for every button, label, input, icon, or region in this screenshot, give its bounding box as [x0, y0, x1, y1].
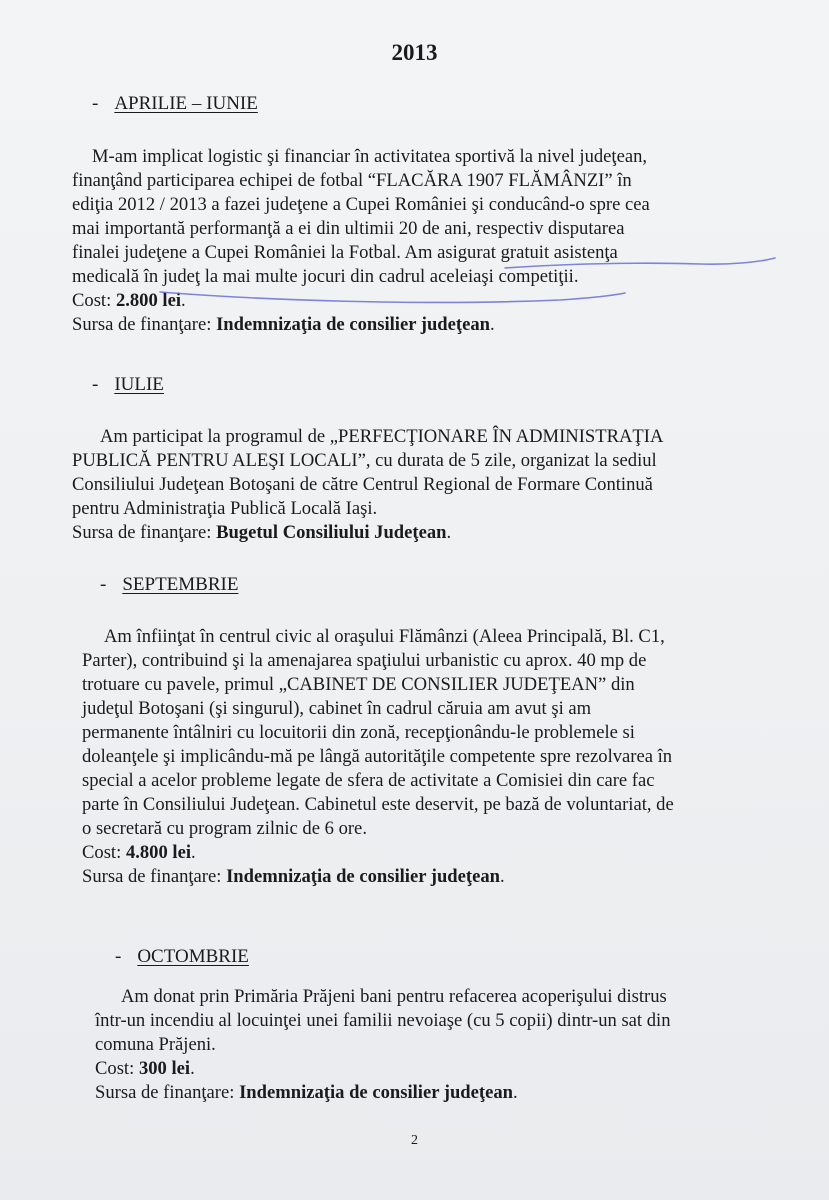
- funding-source-value: Bugetul Consiliului Judeţean: [216, 522, 447, 543]
- funding-source-label: Sursa de finanţare:: [95, 1082, 235, 1103]
- funding-source-label: Sursa de finanţare:: [72, 314, 212, 335]
- cost-label: Cost:: [72, 290, 112, 311]
- heading-dash: -: [92, 93, 99, 114]
- body-line: finalei judeţene a Cupei României la Fotbal. Am asigurat gratuit asistenţa: [72, 242, 618, 263]
- funding-source-label: Sursa de finanţare:: [72, 522, 212, 543]
- funding-source-suffix: .: [499, 866, 505, 887]
- body-line: medicală în judeţ la mai multe jocuri din cadrul aceleiaşi competiţii.: [72, 266, 579, 287]
- cost-label: Cost:: [82, 842, 122, 863]
- body-line: pentru Administraţia Publică Locală Iaşi.: [72, 498, 378, 519]
- funding-source-suffix: .: [512, 1082, 518, 1103]
- document-year: 2013: [391, 40, 438, 65]
- funding-source-line: [72, 313, 772, 337]
- cost-value: 300 lei: [138, 1058, 191, 1079]
- body-line: M-am implicat logistic şi financiar în activitatea sportivă la nivel judeţean,: [92, 146, 648, 167]
- section-body-july: [72, 425, 782, 545]
- heading-dash: -: [115, 946, 122, 967]
- funding-source-suffix: .: [446, 522, 452, 543]
- section-body-october: [95, 985, 795, 1105]
- body-line: permanente întâlniri cu locuitorii din zonă, recepţionându-le problemele si: [82, 722, 635, 743]
- cost-line: [95, 1057, 795, 1081]
- body-line: Parter), contribuind şi la amenajarea spaţiului urbanistic cu aprox. 40 mp de: [82, 650, 647, 671]
- heading-title: SEPTEMBRIE: [122, 574, 239, 595]
- funding-source-value: Indemnizaţia de consilier judeţean: [239, 1082, 513, 1103]
- heading-title: IULIE: [114, 374, 164, 395]
- funding-source-value: Indemnizaţia de consilier judeţean: [226, 866, 500, 887]
- section-heading-october: [115, 946, 249, 968]
- heading-dash: -: [92, 374, 99, 395]
- funding-source-label: Sursa de finanţare:: [82, 866, 222, 887]
- cost-suffix: .: [181, 290, 186, 311]
- funding-source-line: [72, 521, 782, 545]
- body-line: Am înfiinţat în centrul civic al oraşului Flămânzi (Aleea Principală, Bl. C1,: [104, 626, 665, 647]
- cost-label: Cost:: [95, 1058, 135, 1079]
- body-line: judeţul Botoşani (şi singurul), cabinet în cadrul căruia am avut şi am: [82, 698, 592, 719]
- section-body-april-june: [72, 145, 772, 337]
- body-line: parte în Consiliului Judeţean. Cabinetul este deservit, pe bază de voluntariat, de: [82, 794, 674, 815]
- section-body-september: [82, 625, 782, 889]
- heading-dash: -: [100, 574, 107, 595]
- body-line: într-un incendiu al locuinţei unei familii nevoiaşe (cu 5 copii) dintr-un sat din: [95, 1010, 671, 1031]
- body-line: comuna Prăjeni.: [95, 1034, 216, 1055]
- funding-source-value: Indemnizaţia de consilier judeţean: [216, 314, 490, 335]
- funding-source-line: [82, 865, 782, 889]
- cost-line: [72, 289, 772, 313]
- cost-value: 2.800 lei: [115, 290, 182, 311]
- body-line: Consiliului Judeţean Botoşani de către Centrul Regional de Formare Continuă: [72, 474, 653, 495]
- body-line: doleanţele şi implicându-mă pe lângă autorităţile competente spre rezolvarea în: [82, 746, 673, 767]
- body-line: mai importantă performanţă a ei din ultimii 20 de ani, respectiv disputarea: [72, 218, 625, 239]
- cost-suffix: .: [191, 842, 196, 863]
- body-line: PUBLICĂ PENTRU ALEŞI LOCALI”, cu durata de 5 zile, organizat la sediul: [72, 450, 657, 471]
- body-line: trotuare cu pavele, primul „CABINET DE CONSILIER JUDEŢEAN” din: [82, 674, 635, 695]
- page-number: 2: [411, 1133, 418, 1148]
- body-line: special a acelor probleme legate de sfera de activitate a Comisiei din care fac: [82, 770, 655, 791]
- funding-source-line: [95, 1081, 795, 1105]
- heading-title: OCTOMBRIE: [137, 946, 249, 967]
- cost-suffix: .: [190, 1058, 195, 1079]
- section-heading-july: [92, 374, 164, 396]
- body-line: Am donat prin Primăria Prăjeni bani pentru refacerea acoperişului distrus: [121, 986, 667, 1007]
- section-heading-april-june: [92, 93, 258, 115]
- section-heading-september: [100, 574, 238, 596]
- body-line: finanţând participarea echipei de fotbal “FLACĂRA 1907 FLĂMÂNZI” în: [72, 170, 632, 191]
- heading-title: APRILIE – IUNIE: [114, 93, 258, 114]
- body-line: ediţia 2012 / 2013 a fazei judeţene a Cupei României şi conducând-o spre cea: [72, 194, 650, 215]
- cost-line: [82, 841, 782, 865]
- funding-source-suffix: .: [489, 314, 495, 335]
- body-line: Am participat la programul de „PERFECŢIONARE ÎN ADMINISTRAŢIA: [100, 426, 664, 447]
- cost-value: 4.800 lei: [125, 842, 192, 863]
- body-line: o secretară cu program zilnic de 6 ore.: [82, 818, 367, 839]
